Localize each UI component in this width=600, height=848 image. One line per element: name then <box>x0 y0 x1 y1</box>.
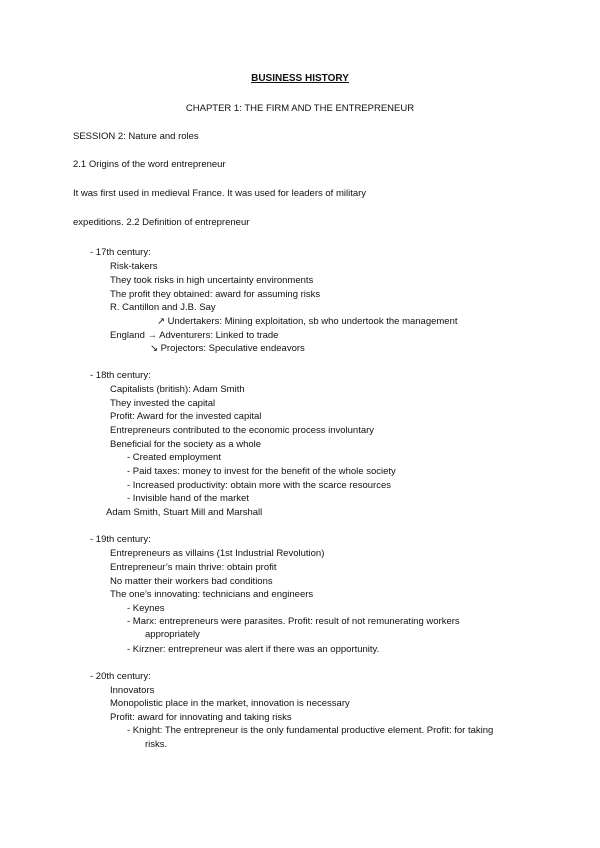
list-item: Monopolistic place in the market, innovation is necessary <box>110 698 350 709</box>
list-item-continuation: appropriately <box>145 629 200 640</box>
list-item: Adam Smith, Stuart Mill and Marshall <box>106 507 263 518</box>
list-item: The profit they obtained: award for assuming risks <box>110 289 321 300</box>
chapter-heading: CHAPTER 1: THE FIRM AND THE ENTREPRENEUR <box>185 103 415 114</box>
list-item-continuation: risks. <box>145 739 168 750</box>
list-item: ↘ Projectors: Speculative endeavors <box>150 343 305 354</box>
list-item: Profit: award for innovating and taking risks <box>110 712 292 723</box>
list-item: - Kirzner: entrepreneur was alert if there was an opportunity. <box>127 644 380 655</box>
list-item: They took risks in high uncertainty environments <box>110 275 314 286</box>
list-item: - Invisible hand of the market <box>127 493 249 504</box>
session-heading: SESSION 2: Nature and roles <box>73 131 199 142</box>
list-item: - Increased productivity: obtain more with the scarce resources <box>127 480 392 491</box>
list-item: ↗ Undertakers: Mining exploitation, sb who undertook the management <box>157 316 458 327</box>
list-item: Beneficial for the society as a whole <box>110 439 262 450</box>
section-heading: 2.1 Origins of the word entrepreneur <box>73 159 226 170</box>
list-item: No matter their workers bad conditions <box>110 576 273 587</box>
list-item: England → Adventurers: Linked to trade <box>110 330 279 341</box>
list-item: Profit: Award for the invested capital <box>110 411 262 422</box>
list-item: The one’s innovating: technicians and engineers <box>110 589 314 600</box>
list-item: They invested the capital <box>110 398 216 409</box>
list-item: Capitalists (british): Adam Smith <box>110 384 245 395</box>
list-item: R. Cantillon and J.B. Say <box>110 302 216 313</box>
list-item: Entrepreneurs contributed to the economic process involuntary <box>110 425 375 436</box>
list-item: - Created employment <box>127 452 221 463</box>
list-item: Entrepreneur’s main thrive: obtain profit <box>110 562 277 573</box>
list-item: - Knight: The entrepreneur is the only fundamental productive element. Profit: for taking <box>127 725 494 736</box>
list-item: Risk-takers <box>110 261 158 272</box>
century-heading: - 18th century: <box>90 370 151 381</box>
document-title: BUSINESS HISTORY <box>251 73 349 84</box>
list-item: Innovators <box>110 685 155 696</box>
list-item: - Paid taxes: money to invest for the benefit of the whole society <box>127 466 396 477</box>
paragraph-line: expeditions. 2.2 Definition of entrepreneur <box>73 217 250 228</box>
paragraph-line: It was first used in medieval France. It was used for leaders of military <box>73 188 367 199</box>
century-heading: - 20th century: <box>90 671 151 682</box>
list-item: - Marx: entrepreneurs were parasites. Profit: result of not remunerating workers <box>127 616 460 627</box>
century-heading: - 17th century: <box>90 247 151 258</box>
list-item: Entrepreneurs as villains (1st Industrial Revolution) <box>110 548 325 559</box>
list-item: - Keynes <box>127 603 165 614</box>
century-heading: - 19th century: <box>90 534 151 545</box>
